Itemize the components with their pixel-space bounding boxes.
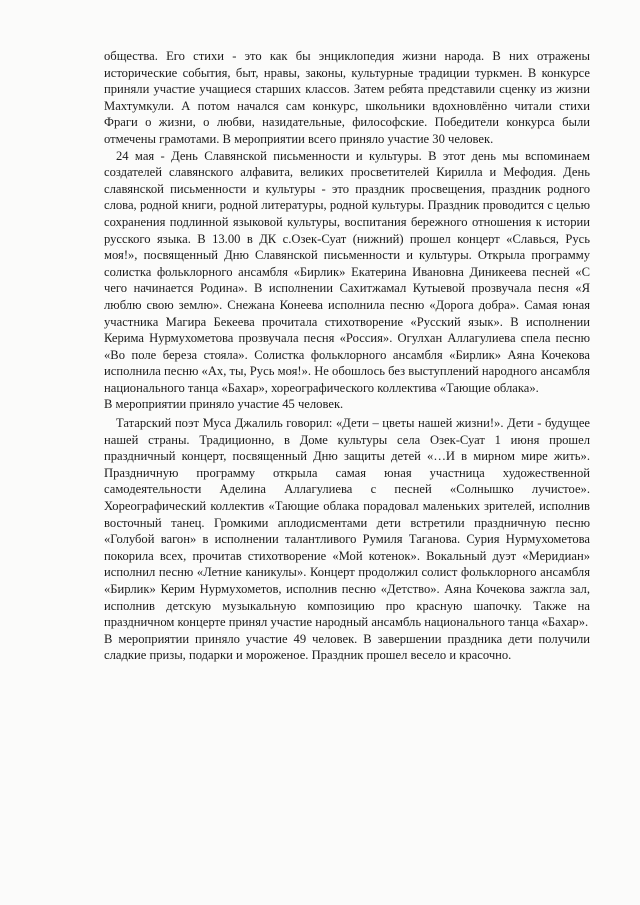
document-body [104,48,590,664]
paragraph-slavic-culture-day: 24 мая - День Славянской письменности и культуры. В этот день мы вспоминаем создателей славянского алфавита, великих просветителей Кирилла и Мефодия. День славянской письменности и культуры - это праздник просвещения, праздник родного слова, родной книги, родной литературы, родной культуры. Праздник проводится с целью сохранения подлинной языковой культуры, воспитания бережного отношения к истории русского языка. В 13.00 в ДК с.Озек-Суат (нижний) прошел концерт «Славься, Русь моя!», посвященный Дню Славянской письменности и культуры. Открыла программу солистка фольклорного ансамбля «Бирлик» Екатерина Ивановна Диникеева песней «С чего начинается Родина». В исполнении Сахитжамал Кутыевой прозвучала песня «Я люблю свою землю». Снежана Конеева исполнила песню «Дорога добра». Самая юная участника Магира Бекеева прочитала стихотворение «Русский язык». В исполнении Керима Нурмухометова прозвучала песня «Россия». Огулхан Аллагулиева спела песню «Во поле береза стояла». Солистка фольклорного ансамбля «Бирлик» Аяна Кочекова исполнила песню «Ах, ты, Русь моя!». Не обошлось без выступлений народного ансамбля национального танца «Бахар», хореографического коллектива «Тающие облака». [104,148,590,395]
paragraph-participants-49: В мероприятии приняло участие 49 человек. В завершении праздника дети получили сладкие призы, подарки и мороженое. Праздник прошел весело и красочно. [104,631,590,663]
paragraph-participants-45: В мероприятии приняло участие 45 человек. [104,397,344,412]
paragraph-poetry-contest: общества. Его стихи - это как бы энциклопедия жизни народа. В них отражены исторические события, быт, нравы, законы, культурные традиции туркмен. В конкурсе приняли участие учащиеся старших классов. Затем ребята представили сценку из жизни Махтумкули. А потом начался сам конкурс, школьники вдохновлённо читали стихи Фраги о жизни, о любви, назидательные, философские. Победители конкурса были отмечены грамотами. В мероприятии всего приняло участие 30 человек. [104,49,590,146]
paragraph-childrens-day: Татарский поэт Муса Джалиль говорил: «Дети – цветы нашей жизни!». Дети - будущее нашей страны. Традиционно, в Доме культуры села Озек-Суат 1 июня прошел праздничный концерт, посвященный Дню защиты детей «…И в мирном мире жить». Праздничную программу открыла самая юная участница художественной самодеятельности Аделина Аллагулиева с песней «Солнышко лучистое». Хореографический коллектив «Тающие облака порадовал маленьких зрителей, исполнив восточный танец. Громкими аплодисментами дети встретили праздничную песню «Голубой вагон» в исполнении талантливого Румиля Таганова. Сурия Нурмухометова покорила всех, прочитав стихотворение «Мой котенок». Вокальный дуэт «Меридиан» исполнил песню «Летние каникулы». Концерт продолжил солист фольклорного ансамбля «Бирлик» Керим Нурмухометов, исполнив песню «Детство». Аяна Кочекова зажгла зал, исполнив детскую музыкальную композицию про красную шапочку. Также на праздничном концерте принял участие народный ансамбль национального танца «Бахар». [104,416,590,630]
